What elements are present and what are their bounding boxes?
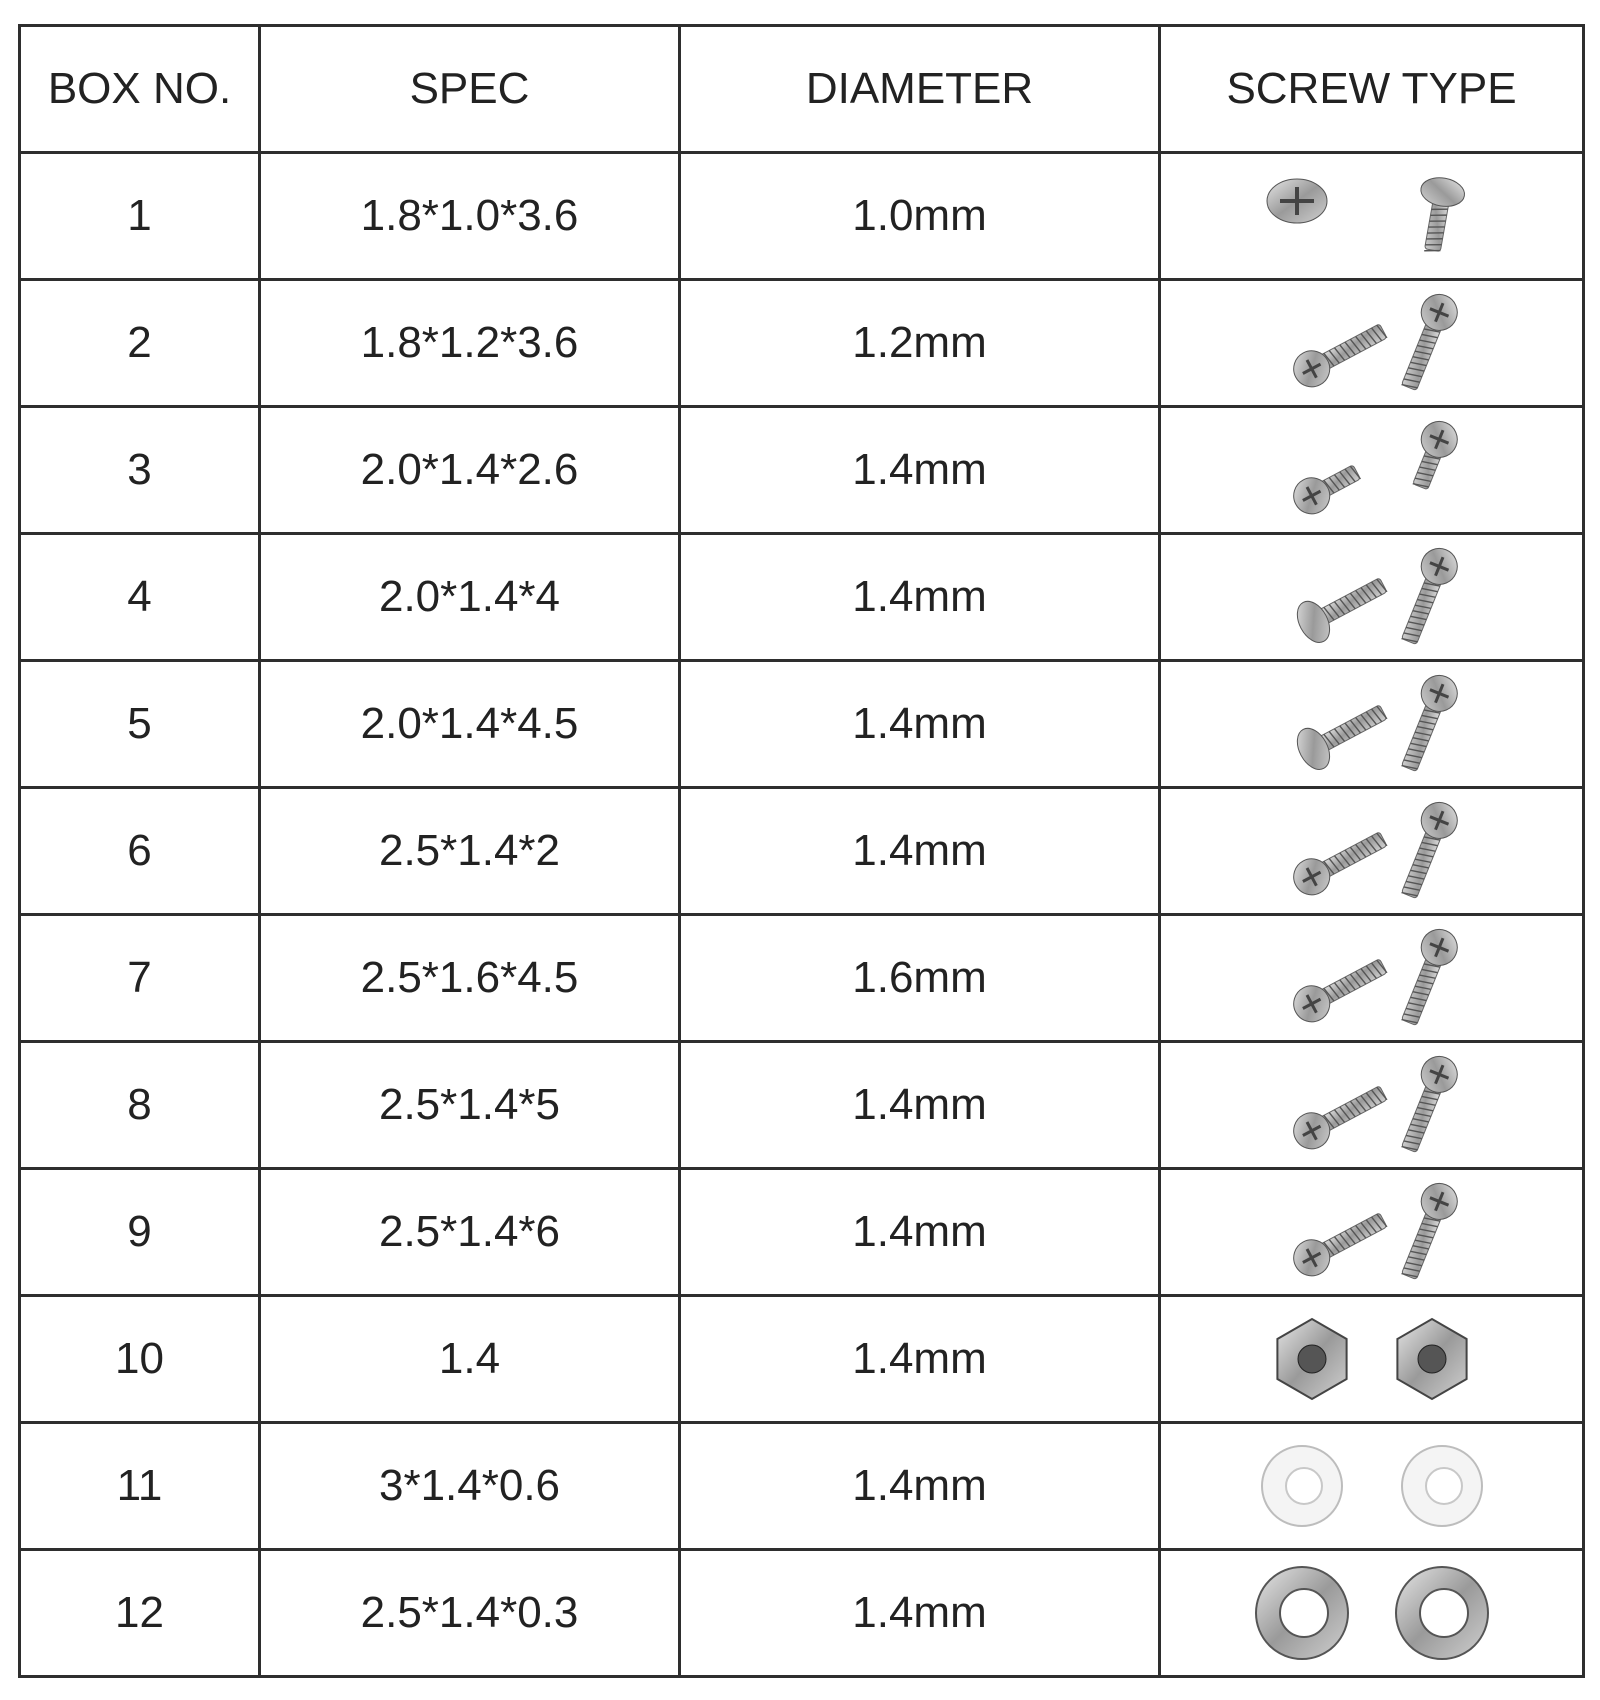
short-pan-head-screw-icon	[1222, 415, 1522, 525]
cell-spec: 2.5*1.4*2	[260, 788, 680, 915]
pan-head-screw-icon	[1222, 1177, 1522, 1287]
table-row	[20, 407, 1584, 534]
cell-diameter: 1.4mm	[680, 1296, 1160, 1423]
cell-screw-type	[1160, 534, 1584, 661]
cell-screw-type	[1160, 1423, 1584, 1550]
cell-diameter: 1.4mm	[680, 1550, 1160, 1677]
table-row	[20, 534, 1584, 661]
header-diameter: DIAMETER	[680, 26, 1160, 153]
cell-spec: 1.8*1.0*3.6	[260, 153, 680, 280]
pan-head-screw-icon	[1222, 288, 1522, 398]
table-row	[20, 1550, 1584, 1677]
cell-screw-type	[1160, 1296, 1584, 1423]
cell-diameter: 1.0mm	[680, 153, 1160, 280]
cell-diameter: 1.4mm	[680, 407, 1160, 534]
pan-head-screw-icon	[1222, 923, 1522, 1033]
table-row	[20, 153, 1584, 280]
clear-washer-icon	[1222, 1431, 1522, 1541]
table-row	[20, 280, 1584, 407]
table-row	[20, 661, 1584, 788]
round-head-screw-icon	[1222, 542, 1522, 652]
round-head-screw-icon	[1222, 669, 1522, 779]
cell-spec: 1.4	[260, 1296, 680, 1423]
table-row	[20, 1423, 1584, 1550]
cell-diameter: 1.4mm	[680, 1042, 1160, 1169]
cell-box-no: 9	[20, 1169, 260, 1296]
header-box-no: BOX NO.	[20, 26, 260, 153]
cell-screw-type	[1160, 915, 1584, 1042]
table-row	[20, 1169, 1584, 1296]
cell-spec: 2.5*1.4*5	[260, 1042, 680, 1169]
cell-diameter: 1.4mm	[680, 534, 1160, 661]
cell-diameter: 1.4mm	[680, 661, 1160, 788]
cell-box-no: 6	[20, 788, 260, 915]
cell-spec: 2.0*1.4*4	[260, 534, 680, 661]
cell-box-no: 2	[20, 280, 260, 407]
cell-screw-type	[1160, 1042, 1584, 1169]
cell-diameter: 1.6mm	[680, 915, 1160, 1042]
cell-spec: 2.5*1.6*4.5	[260, 915, 680, 1042]
metal-washer-icon	[1222, 1558, 1522, 1668]
cell-box-no: 8	[20, 1042, 260, 1169]
cell-box-no: 3	[20, 407, 260, 534]
cell-box-no: 10	[20, 1296, 260, 1423]
screw-spec-table	[18, 24, 1585, 1678]
header-screw-type: SCREW TYPE	[1160, 26, 1584, 153]
cell-spec: 1.8*1.2*3.6	[260, 280, 680, 407]
table-row	[20, 1042, 1584, 1169]
cell-box-no: 7	[20, 915, 260, 1042]
cell-spec: 2.0*1.4*4.5	[260, 661, 680, 788]
hex-nut-icon	[1222, 1304, 1522, 1414]
cell-box-no: 5	[20, 661, 260, 788]
countersunk-screw-icon	[1222, 161, 1522, 271]
table-row	[20, 788, 1584, 915]
cell-screw-type	[1160, 661, 1584, 788]
cell-diameter: 1.4mm	[680, 1169, 1160, 1296]
cell-screw-type	[1160, 788, 1584, 915]
pan-head-screw-icon	[1222, 1050, 1522, 1160]
cell-spec: 2.5*1.4*6	[260, 1169, 680, 1296]
cell-box-no: 12	[20, 1550, 260, 1677]
cell-spec: 3*1.4*0.6	[260, 1423, 680, 1550]
cell-screw-type	[1160, 153, 1584, 280]
cell-spec: 2.5*1.4*0.3	[260, 1550, 680, 1677]
cell-box-no: 1	[20, 153, 260, 280]
cell-spec: 2.0*1.4*2.6	[260, 407, 680, 534]
cell-screw-type	[1160, 280, 1584, 407]
cell-diameter: 1.2mm	[680, 280, 1160, 407]
table-row	[20, 915, 1584, 1042]
cell-diameter: 1.4mm	[680, 788, 1160, 915]
header-row	[20, 26, 1584, 153]
header-spec: SPEC	[260, 26, 680, 153]
cell-screw-type	[1160, 1550, 1584, 1677]
cell-screw-type	[1160, 1169, 1584, 1296]
cell-box-no: 11	[20, 1423, 260, 1550]
cell-diameter: 1.4mm	[680, 1423, 1160, 1550]
cell-screw-type	[1160, 407, 1584, 534]
pan-head-screw-icon	[1222, 796, 1522, 906]
cell-box-no: 4	[20, 534, 260, 661]
table-row	[20, 1296, 1584, 1423]
